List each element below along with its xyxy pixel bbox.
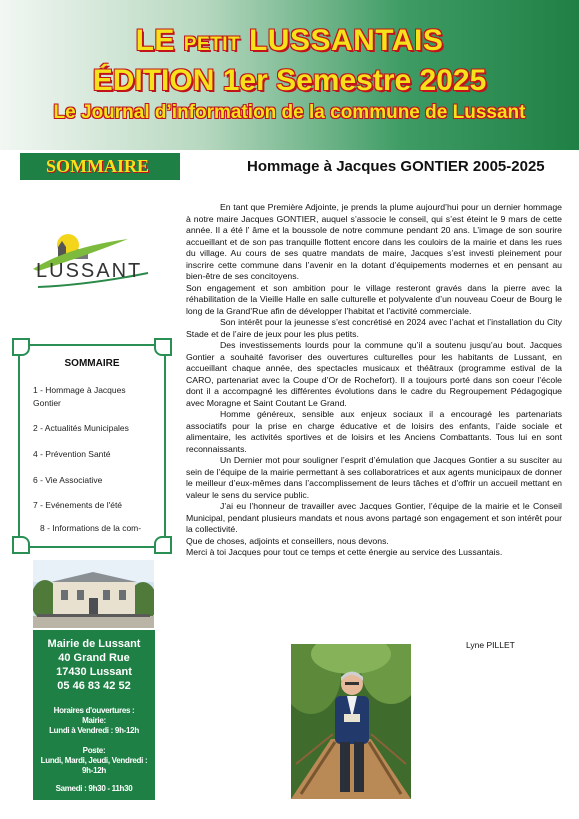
sommaire-banner xyxy=(20,153,180,180)
sommaire-banner-label: SOMMAIRE xyxy=(46,156,149,176)
toc-corner-ornament xyxy=(12,536,30,554)
article-paragraph: Homme généreux, sensible aux enjeux sociaux il a encouragé les partenariats associatifs pour la prise en charge éducative et de loisirs des enfants, l’aide sociale et alimentaire, les activités sportives et de loisirs et les Anciens Combattants. Tous lui en sont reconnaissants. xyxy=(186,409,562,454)
portrait-photo xyxy=(291,644,411,799)
hours-poste-label: Poste: xyxy=(82,746,106,755)
table-of-contents xyxy=(18,344,166,548)
masthead-edition: ÉDITION 1er Semestre 2025 xyxy=(92,64,487,97)
article-paragraph: Son engagement et son ambition pour le village resteront gravés dans la pierre avec la réhabilitation de la Vieille Halle en salle culturelle et polyvalente d’un nouveau Coeur de Bourg le long de la Grand’Rue afin de développer l’habitat et l’activité commerciale. xyxy=(186,282,562,316)
contact-phone[interactable]: 05 46 83 42 52 xyxy=(57,680,131,692)
hours-mairie-label: Mairie: xyxy=(82,716,106,725)
article-signature: Lyne PILLET xyxy=(466,640,515,650)
masthead-subtitle: Le Journal d’information de la commune de Lussant xyxy=(53,102,526,123)
article-paragraph: En tant que Première Adjointe, je prends la plume aujourd’hui pour un dernier hommage à notre maire Jacques GONTIER, auquel s’associe le conseil, qui s’est éteint le 9 mars de cette année. Il a été l’ âme et la boussole de notre commune pendant 20 ans. L’image de son sourire accueillant et de son pas tranquille flottent encore dans les couloirs de la mairie et dans les rues du village. Au cours de ses quatre mandats de maire, Jacques s’est investi pleinement pour inscrire cette commune dans l’avenir en la dotant d’équipements modernes et en pensant au bien-être de ses concitoyens. xyxy=(186,202,562,281)
article-paragraph: Des investissements lourds pour la commune qu’il a soutenu jusqu’au bout. Jacques Gontier a souhaité favoriser des ouvertures culturelles pour les habitants de Lussant, en accueillant chaque année, des spectacles musicaux et théâtraux (programme estival de la CARO, partenariat avec la Coupe d’Or de Rochefort). Il a toujours porté dans son coeur l’école dont il a accompagné les différentes évolutions dans le cadre du Regroupement Pédagogique avec Moragne et Saint Coutant Le Grand. xyxy=(186,340,562,408)
article-paragraph: J’ai eu l’honneur de travailler avec Jacques Gontier, l’équipe de la mairie et le Conseil Municipal, pendant plusieurs mandats et nous avons partagé son engagement et son intérêt pour la collectivité. xyxy=(186,501,562,534)
contact-city: 17430 Lussant xyxy=(56,666,132,678)
article-paragraph: Que de choses, adjoints et conseillers, nous devons. xyxy=(186,535,389,546)
mairie-photo xyxy=(33,560,154,628)
article-title: Hommage à Jacques GONTIER 2005-2025 xyxy=(247,158,545,175)
toc-item[interactable]: 7 - Evénements de l'été xyxy=(33,500,123,510)
article-paragraph: Un Dernier mot pour souligner l’esprit d’émulation que Jacques Gontier a su susciter au sein de l’équipe de la mairie permettant à ses collaboratrices et aux agents municipaux de donner le meilleur d’eux-mêmes dans l’accomplissement de leurs tâches et d’offrir un accueil mettant en valeur le sens du service public. xyxy=(186,455,562,500)
article-paragraph: Merci à toi Jacques pour tout ce temps et cette énergie au service des Lussantais. xyxy=(186,547,503,557)
hours-poste-time: 9h-12h xyxy=(82,766,106,775)
hours-mairie-time: Lundi à Vendredi : 9h-12h xyxy=(49,726,139,735)
hours-title: Horaires d'ouvertures : xyxy=(53,706,135,715)
contact-street: 40 Grand Rue xyxy=(58,652,130,664)
toc-item[interactable]: Gontier xyxy=(33,398,61,408)
contact-block xyxy=(33,630,155,800)
hours-saturday: Samedi : 9h30 - 11h30 xyxy=(55,784,133,793)
masthead-title xyxy=(0,24,579,58)
toc-corner-ornament xyxy=(154,338,172,356)
toc-corner-ornament xyxy=(154,536,172,554)
toc-item[interactable]: 4 - Prévention Santé xyxy=(33,449,111,459)
article-body xyxy=(186,202,562,559)
toc-corner-ornament xyxy=(12,338,30,356)
toc-item[interactable]: 6 - Vie Associative xyxy=(33,475,103,485)
toc-item[interactable]: 1 - Hommage à Jacques xyxy=(33,385,126,395)
masthead-title-lussantais: LUSSANTAIS xyxy=(248,24,444,57)
toc-title: SOMMAIRE xyxy=(64,358,120,369)
masthead-title-le: LE xyxy=(135,24,175,57)
article-paragraph: Son intérêt pour la jeunesse s’est concrétisé en 2024 avec l’achat et l’installation du City Stade et de l’aire de jeux pour les plus petits. xyxy=(186,317,562,339)
contact-name: Mairie de Lussant xyxy=(47,638,141,650)
toc-item[interactable]: 8 - Informations de la com- xyxy=(40,523,142,533)
masthead-title-petit: PETIT xyxy=(183,34,241,55)
toc-item[interactable]: 2 - Actualités Municipales xyxy=(33,423,129,433)
hours-poste-days: Lundi, Mardi, Jeudi, Vendredi : xyxy=(40,756,148,765)
logo-wordmark: LUSSANT xyxy=(36,260,143,282)
